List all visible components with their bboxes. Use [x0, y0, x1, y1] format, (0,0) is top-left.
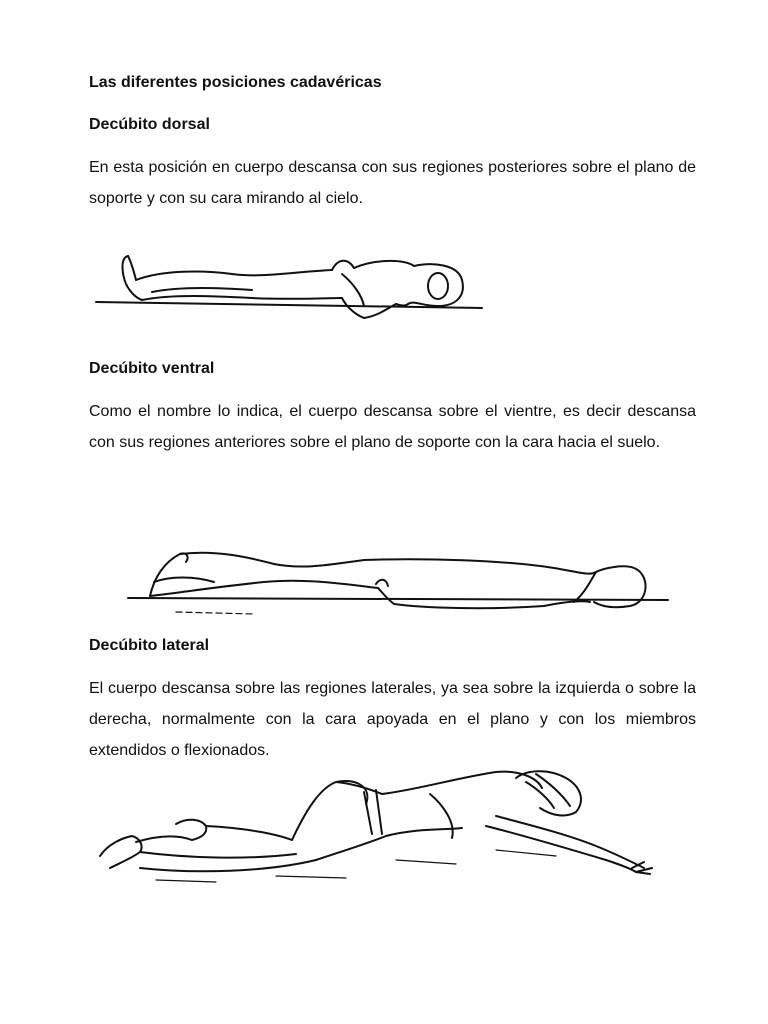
paragraph-decubito-lateral: El cuerpo descansa sobre las regiones laterales, ya sea sobre la izquierda o sobre la derecha, normalmente con la cara apoyada en el plano y con los miembros extendidos o flexionados.: [89, 680, 696, 759]
paragraph-decubito-dorsal: En esta posición en cuerpo descansa con sus regiones posteriores sobre el plano de soporte y con su cara mirando al cielo.: [89, 159, 696, 207]
heading-decubito-lateral: Decúbito lateral: [89, 637, 210, 654]
lateral-body-drawing: [96, 764, 656, 894]
heading-decubito-ventral: Decúbito ventral: [89, 360, 215, 377]
paragraph-decubito-ventral: Como el nombre lo indica, el cuerpo descansa sobre el vientre, es decir descansa con sus regiones anteriores sobre el plano de soporte con la cara hacia el suelo.: [89, 403, 696, 451]
supine-body-drawing: [92, 244, 484, 324]
heading-decubito-dorsal: Decúbito dorsal: [89, 116, 210, 133]
document-title: Las diferentes posiciones cadavéricas: [89, 74, 382, 91]
prone-body-drawing: [124, 542, 670, 618]
